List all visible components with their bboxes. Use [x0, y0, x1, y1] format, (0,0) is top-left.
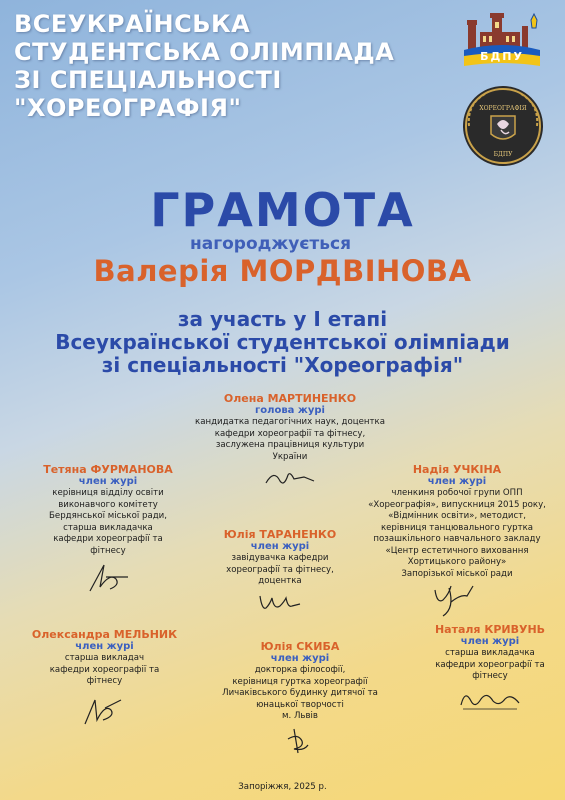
jury-member-4 — [12, 628, 197, 730]
jury-member-6 — [415, 623, 565, 715]
award-purpose-line-1: за участь у І етапі — [177, 307, 388, 331]
choreography-emblem-icon — [461, 84, 545, 168]
jury-name: Тетяна ФУРМАНОВА — [43, 463, 173, 476]
signature-icon — [80, 559, 136, 597]
olympiad-title-line-4: "ХОРЕОГРАФІЯ" — [14, 94, 242, 122]
svg-text:БДПУ: БДПУ — [493, 151, 513, 158]
signature-icon — [427, 582, 487, 618]
jury-name: Надія УЧКІНА — [412, 463, 502, 476]
signature-icon — [455, 685, 525, 715]
jury-description: кандидатка педагогічних наук, доцентка кафедри хореографії та фітнесу, заслужена працівниця культури України — [195, 417, 385, 462]
bdpu-logo-text: БДПУ — [480, 50, 524, 63]
awarded-label: нагороджується — [190, 234, 352, 254]
award-purpose-line-2: Всеукраїнської студентської олімпіади — [55, 330, 510, 354]
jury-role: член журі — [250, 541, 310, 552]
jury-name: Юлія СКИБА — [260, 640, 340, 653]
olympiad-title-line-1: ВСЕУКРАЇНСЬКА — [14, 10, 251, 38]
place-and-year: Запоріжжя, 2025 р. — [238, 782, 327, 792]
jury-description: старша викладачка кафедри хореографії та фітнесу — [435, 648, 545, 681]
olympiad-title — [14, 10, 414, 122]
jury-name: Олена МАРТИНЕНКО — [223, 392, 357, 405]
jury-name: Юлія ТАРАНЕНКО — [223, 528, 337, 541]
jury-description: завідувачка кафедри хореографії та фітнесу, доцентка — [226, 553, 334, 586]
certificate-title: ГРАМОТА — [150, 183, 415, 237]
jury-member-2 — [352, 463, 562, 618]
jury-name: Олександра МЕЛЬНИК — [31, 628, 178, 641]
signature-icon — [252, 590, 308, 614]
jury-name: Наталя КРИВУНЬ — [434, 623, 546, 636]
jury-member-5 — [200, 640, 400, 757]
award-purpose-line-3: зі спеціальності "Хореографія" — [101, 353, 464, 377]
jury-description: докторка філософії, керівниця гуртка хореографії Личаківського будинку дитячої та юнацької творчості м. Львів — [222, 665, 378, 721]
jury-description: керівниця відділу освіти виконавчого комітету Бердянської міської ради, старша викладачка кафедри хореографії та фітнесу — [49, 488, 167, 556]
svg-text:ХОРЕОГРАФІЯ: ХОРЕОГРАФІЯ — [479, 105, 527, 112]
recipient-name: Валерія МОРДВІНОВА — [93, 254, 472, 288]
jury-description: членкиня робочої групи ОПП «Хореографія», випускниця 2015 року, «Відмінник освіти», методист, керівниця танцювального гуртка позашкільного навчального закладу «Центр естетичного виховання Хортицького району» Запорізької міської ради — [368, 488, 546, 579]
award-purpose — [0, 308, 565, 377]
jury-role: член журі — [270, 653, 330, 664]
jury-member-1 — [18, 463, 198, 597]
jury-role: член журі — [427, 476, 487, 487]
signature-icon — [75, 690, 135, 730]
jury-role: член журі — [460, 636, 520, 647]
jury-description: старша викладач кафедри хореографії та фітнесу — [49, 653, 160, 686]
olympiad-title-line-3: ЗІ СПЕЦІАЛЬНОСТІ — [14, 66, 282, 94]
signature-icon — [260, 465, 320, 493]
jury-member-3 — [195, 528, 365, 614]
jury-role: голова журі — [255, 405, 325, 416]
signature-icon — [280, 725, 320, 757]
jury-role: член журі — [78, 476, 138, 487]
olympiad-title-line-2: СТУДЕНТСЬКА ОЛІМПІАДА — [14, 38, 395, 66]
jury-role: член журі — [75, 641, 134, 652]
bdpu-castle-logo-icon — [462, 10, 542, 68]
